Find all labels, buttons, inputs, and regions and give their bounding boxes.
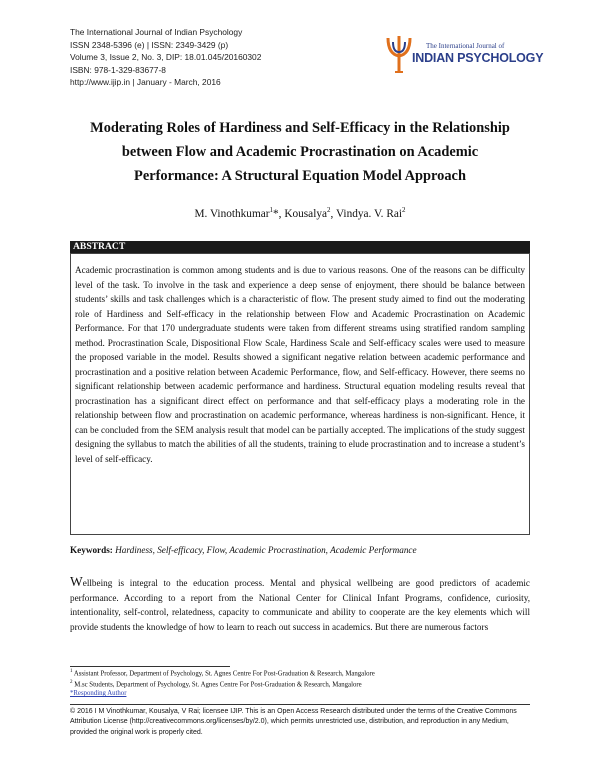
first-letter: W (70, 574, 83, 589)
author-separator: , (330, 207, 336, 220)
copyright-notice: © 2016 I M Vinothkumar, Kousalya, V Rai; licensee IJIP. This is an Open Access Research distributed under the terms of the Creative Commons Attribution License (http://creativecommons.org/licenses/by/2.0), which permits unrestricted use, distribution, and reproduction in any Medium, provided the original work is properly cited. (70, 708, 517, 736)
body-text: ellbeing is integral to the education process. Mental and physical wellbeing are good predictors of academic performance. According to a report from the National Center for Clinical Infant Programs, confidence, curiosity, intentionality, self-control, relatedness, capacity to communicate and ability to cooperate are the key elements which will provide students the knowledge of how to learn to reach out success in academics. But there are numerous factors (70, 578, 530, 632)
url-date-line (70, 76, 261, 89)
responding-author-link[interactable]: *Responding Author (70, 690, 127, 698)
author-1-affiliation: 1 (269, 206, 274, 214)
responding-author-row (70, 690, 530, 699)
corresponding-mark: *, (273, 207, 285, 220)
author-2-affiliation: 2 (327, 206, 331, 214)
keywords-text: Hardiness, Self-efficacy, Flow, Academic Procrastination, Academic Performance (112, 545, 417, 555)
author-3: Vindya. V. Rai (335, 207, 403, 220)
footnotes (70, 668, 530, 699)
isbn-line: ISBN: 978-1-329-83677-8 (70, 64, 166, 75)
issn-line: ISSN 2348-5396 (e) | ISSN: 2349-3429 (p) (70, 39, 229, 50)
paper-title (60, 116, 540, 188)
footnote-1 (70, 668, 530, 679)
abstract-heading: ABSTRACT (70, 241, 530, 253)
footnote-1-marker: 1 (70, 669, 73, 674)
trident-logo-icon (384, 34, 414, 74)
header-separator: | (132, 77, 135, 88)
logo-line1: The International Journal of (426, 42, 505, 50)
title-line2: between Flow and Academic Procrastination on Academic (121, 144, 479, 160)
abstract-text: Academic procrastination is common among students and is due to various reasons. One of the reasons can be difficulty level of the task. To involve in the task and experience a deep sense of enjoyment, there should be balance between students’ skills and task challenges which is a characteristic of flow. The present study aimed to find out the moderating role of Hardiness and Self-efficacy in the relationship between Flow and Academic Procrastination on Academic Performance. For that 170 undergraduate students were taken from different streams using stratified random sampling method. Procrastination Scale, Dispositional Flow Scale, Hardiness Scale and Self-efficacy scales were used to measure the proposed variable in the model. Results showed a significant negative relation between academic performance and procrastination and a positive relation between Academic Performance, flow, and Self-efficacy. However, there seems no significant relationship between academic performance and hardiness. Structural equation modeling results reveal that procrastination has a significant direct effect on performance and that self-efficacy plays a moderating role in the relationship between flow and procrastination on academic performance, whereas hardiness is non-significant. Hence, it can be concluded from the SEM analysis result that model can be partially accepted. The implications of the study suggest designing the syllabus to match the abilities of all the students, training to elude procrastination and to increase a student’s level of self-efficacy. (75, 265, 525, 464)
keywords-label: Keywords: (70, 545, 113, 555)
body-paragraph (70, 575, 530, 634)
volume-line: Volume 3, Issue 2, No. 3, DIP: 18.01.045/20160302 (70, 52, 262, 63)
copyright-rule (70, 704, 530, 705)
keywords (70, 545, 530, 555)
footnote-1-text: Assistant Professor, Department of Psychology, St. Agnes Centre For Post-Graduation & Research, Mangalore (72, 670, 375, 678)
title-line1: Moderating Roles of Hardiness and Self-Efficacy in the Relationship (90, 120, 510, 136)
journal-header (70, 26, 261, 89)
title-line3: Performance: A Structural Equation Model Approach (134, 168, 466, 184)
footnote-2 (70, 679, 530, 690)
logo-line2: INDIAN PSYCHOLOGY (412, 51, 544, 65)
author-list (60, 206, 540, 220)
author-3-affiliation: 2 (402, 206, 406, 214)
author-2: Kousalya (284, 207, 327, 220)
footnote-rule (70, 666, 230, 667)
author-1: M. Vinothkumar (194, 207, 270, 220)
issue-date: January - March, 2016 (136, 77, 221, 88)
footnote-2-text: M.sc Students, Department of Psychology, St. Agnes Centre For Post-Graduation & Research, Mangalore (72, 681, 362, 689)
journal-name: The International Journal of Indian Psychology (70, 27, 243, 37)
journal-logo (384, 28, 544, 76)
footnote-2-marker: 2 (70, 680, 73, 686)
journal-url[interactable]: http://www.ijip.in (70, 77, 131, 88)
